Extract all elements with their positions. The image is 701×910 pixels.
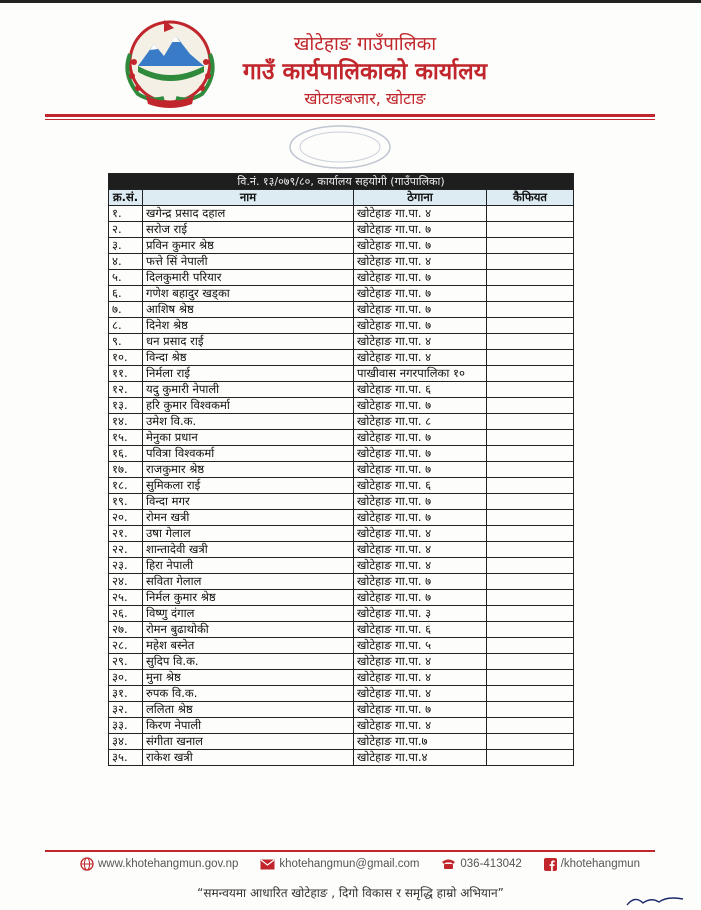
cell-address: खोटेहाङ गा.पा. ४ [354,350,487,366]
cell-serial: २३. [109,558,143,574]
table-row [109,318,574,334]
cell-remarks [487,206,574,222]
cell-address: खोटेहाङ गा.पा. ७ [354,302,487,318]
cell-remarks [487,526,574,542]
cell-address: खोटेहाङ गा.पा. ७ [354,446,487,462]
mail-icon [260,859,275,870]
cell-serial: २. [109,222,143,238]
cell-address: पाखीवास नगरपालिका १० [354,366,487,382]
cell-remarks [487,622,574,638]
cell-name: दिलकुमारी परियार [143,270,354,286]
contact-footer [80,857,640,871]
cell-serial: २९. [109,654,143,670]
globe-icon [80,857,94,871]
cell-remarks [487,494,574,510]
cell-address: खोटेहाङ गा.पा. ६ [354,478,487,494]
facebook-icon [544,858,557,871]
table-row [109,206,574,222]
cell-remarks [487,750,574,766]
municipality-name: खोटेहाङ गाउँपालिका [293,33,437,55]
table-row [109,430,574,446]
cell-address: खोटेहाङ गा.पा. ७ [354,318,487,334]
cell-address: खोटेहाङ गा.पा. ४ [354,558,487,574]
cell-address: खोटेहाङ गा.पा. ७ [354,494,487,510]
cell-name: फत्ते सिं नेपाली [143,254,354,270]
cell-remarks [487,318,574,334]
cell-remarks [487,350,574,366]
phone-link[interactable] [441,857,521,871]
office-stamp [285,123,395,171]
cell-address: खोटेहाङ गा.पा. ५ [354,638,487,654]
cell-address: खोटेहाङ गा.पा. ४ [354,686,487,702]
table-row [109,398,574,414]
cell-remarks [487,382,574,398]
table-title: वि.नं. १३/०७९/८०, कार्यालय सहयोगी (गाउँपालिका) [109,174,574,190]
cell-name: सुमिकला राई [143,478,354,494]
cell-name: रोमन खत्री [143,510,354,526]
cell-serial: १८. [109,478,143,494]
cell-serial: ३२. [109,702,143,718]
cell-address: खोटेहाङ गा.पा. ४ [354,542,487,558]
cell-name: सरोज राई [143,222,354,238]
cell-remarks [487,446,574,462]
cell-remarks [487,398,574,414]
website-text: www.khotehangmun.gov.np [98,858,239,870]
cell-remarks [487,302,574,318]
cell-address: खोटेहाङ गा.पा. ६ [354,382,487,398]
cell-remarks [487,270,574,286]
table-row [109,510,574,526]
top-border [0,0,701,3]
cell-remarks [487,254,574,270]
facebook-text: /khotehangmun [560,858,640,870]
cell-name: निर्मल कुमार श्रेष्ठ [143,590,354,606]
cell-name: निर्मला राई [143,366,354,382]
cell-serial: ११. [109,366,143,382]
cell-remarks [487,414,574,430]
cell-serial: १३. [109,398,143,414]
cell-serial: २४. [109,574,143,590]
cell-remarks [487,430,574,446]
table-row [109,558,574,574]
cell-address: खोटेहाङ गा.पा. ७ [354,270,487,286]
facebook-link[interactable] [544,857,640,871]
cell-address: खोटेहाङ गा.पा.७ [354,734,487,750]
cell-serial: १०. [109,350,143,366]
cell-address: खोटेहाङ गा.पा. ८ [354,414,487,430]
cell-serial: ३३. [109,718,143,734]
cell-serial: १७. [109,462,143,478]
cell-address: खोटेहाङ गा.पा. ७ [354,286,487,302]
table-row [109,270,574,286]
cell-remarks [487,718,574,734]
cell-name: मुना श्रेष्ठ [143,670,354,686]
cell-address: खोटेहाङ गा.पा. ४ [354,654,487,670]
website-link[interactable] [80,857,238,871]
cell-name: संगीता खनाल [143,734,354,750]
cell-remarks [487,686,574,702]
cell-serial: ७. [109,302,143,318]
signature [625,893,685,907]
table-row [109,702,574,718]
cell-remarks [487,366,574,382]
table-row [109,606,574,622]
cell-serial: ३. [109,238,143,254]
cell-serial: ५. [109,270,143,286]
cell-name: धन प्रसाद राई [143,334,354,350]
cell-address: खोटेहाङ गा.पा. ७ [354,702,487,718]
table-row [109,750,574,766]
cell-name: गणेश बहादुर खड्का [143,286,354,302]
table-row [109,574,574,590]
cell-remarks [487,574,574,590]
header-remarks: कैफियत [487,190,574,206]
table-row [109,622,574,638]
cell-name: यदु कुमारी नेपाली [143,382,354,398]
phone-icon [441,858,456,870]
cell-remarks [487,702,574,718]
cell-address: खोटेहाङ गा.पा. ७ [354,430,487,446]
table-row [109,686,574,702]
office-title: गाउँ कार्यपालिकाको कार्यालय [242,59,488,85]
email-link[interactable] [260,857,419,871]
cell-remarks [487,734,574,750]
cell-name: उषा गेलाल [143,526,354,542]
table-row [109,718,574,734]
cell-address: खोटेहाङ गा.पा. ७ [354,590,487,606]
footer-divider [45,850,655,852]
cell-serial: १६. [109,446,143,462]
cell-address: खोटेहाङ गा.पा.४ [354,750,487,766]
cell-name: किरण नेपाली [143,718,354,734]
cell-serial: २२. [109,542,143,558]
office-address: खोटाङबजार, खोटाङ [304,89,426,108]
cell-remarks [487,654,574,670]
table-row [109,590,574,606]
cell-serial: १४. [109,414,143,430]
cell-name: विन्दा मगर [143,494,354,510]
cell-remarks [487,286,574,302]
cell-remarks [487,238,574,254]
cell-serial: ३१. [109,686,143,702]
table-row [109,526,574,542]
header-divider-thin [45,119,655,120]
cell-name: विष्णु दंगाल [143,606,354,622]
table-header-row [109,190,574,206]
cell-name: आशिष श्रेष्ठ [143,302,354,318]
cell-address: खोटेहाङ गा.पा. ४ [354,718,487,734]
cell-name: राकेश खत्री [143,750,354,766]
cell-name: राजकुमार श्रेष्ठ [143,462,354,478]
header-address: ठेगाना [354,190,487,206]
cell-serial: २७. [109,622,143,638]
cell-name: रोमन बुढाथोकी [143,622,354,638]
cell-serial: ४. [109,254,143,270]
table-row [109,366,574,382]
cell-name: हरि कुमार विश्वकर्मा [143,398,354,414]
table-row [109,638,574,654]
cell-name: खगेन्द्र प्रसाद दहाल [143,206,354,222]
cell-serial: ८. [109,318,143,334]
cell-serial: ६. [109,286,143,302]
table-row [109,734,574,750]
cell-remarks [487,334,574,350]
cell-address: खोटेहाङ गा.पा. ४ [354,334,487,350]
table-row [109,382,574,398]
cell-remarks [487,606,574,622]
cell-serial: ९. [109,334,143,350]
cell-name: दिनेश श्रेष्ठ [143,318,354,334]
candidate-table [108,173,574,766]
table-row [109,254,574,270]
phone-text: 036-413042 [460,858,522,870]
cell-serial: २८. [109,638,143,654]
cell-address: खोटेहाङ गा.पा. ७ [354,510,487,526]
cell-name: मेनुका प्रधान [143,430,354,446]
table-row [109,670,574,686]
cell-address: खोटेहाङ गा.पा. ७ [354,222,487,238]
cell-address: खोटेहाङ गा.पा. ७ [354,398,487,414]
cell-address: खोटेहाङ गा.पा. ४ [354,670,487,686]
cell-name: विन्दा श्रेष्ठ [143,350,354,366]
table-row [109,462,574,478]
cell-address: खोटेहाङ गा.पा. ४ [354,526,487,542]
slogan: “समन्वयमा आधारित खोटेहाङ , दिगो विकास र समृद्धि हाम्रो अभियान” [197,886,504,900]
table-row [109,414,574,430]
cell-name: महेश बस्नेत [143,638,354,654]
cell-name: पवित्रा विश्वकर्मा [143,446,354,462]
header-serial: क्र.सं. [109,190,143,206]
table-row [109,222,574,238]
email-text: khotehangmun@gmail.com [279,858,420,870]
cell-address: खोटेहाङ गा.पा. ३ [354,606,487,622]
cell-remarks [487,510,574,526]
cell-name: ललिता श्रेष्ठ [143,702,354,718]
cell-address: खोटेहाङ गा.पा. ७ [354,462,487,478]
table-row [109,654,574,670]
header-divider [45,114,655,117]
cell-serial: १२. [109,382,143,398]
cell-serial: १. [109,206,143,222]
cell-address: खोटेहाङ गा.पा. ६ [354,622,487,638]
cell-address: खोटेहाङ गा.पा. ४ [354,206,487,222]
cell-name: हिरा नेपाली [143,558,354,574]
cell-remarks [487,590,574,606]
cell-remarks [487,542,574,558]
table-row [109,446,574,462]
cell-name: उमेश वि.क. [143,414,354,430]
cell-name: प्रविन कुमार श्रेष्ठ [143,238,354,254]
table-row [109,286,574,302]
cell-address: खोटेहाङ गा.पा. ७ [354,574,487,590]
cell-name: रुपक वि.क. [143,686,354,702]
cell-name: सुदिप वि.क. [143,654,354,670]
cell-serial: ३५. [109,750,143,766]
cell-remarks [487,638,574,654]
cell-address: खोटेहाङ गा.पा. ७ [354,238,487,254]
table-row [109,350,574,366]
cell-address: खोटेहाङ गा.पा. ४ [354,254,487,270]
header-name: नाम [143,190,354,206]
cell-serial: २६. [109,606,143,622]
table-row [109,238,574,254]
cell-serial: ३४. [109,734,143,750]
cell-name: सविता गेलाल [143,574,354,590]
cell-serial: २०. [109,510,143,526]
table-row [109,542,574,558]
table-row [109,334,574,350]
table-row [109,478,574,494]
cell-name: शान्तादेवी खत्री [143,542,354,558]
table-row [109,494,574,510]
cell-remarks [487,462,574,478]
cell-remarks [487,670,574,686]
cell-remarks [487,222,574,238]
cell-remarks [487,478,574,494]
cell-serial: ३०. [109,670,143,686]
cell-serial: १९. [109,494,143,510]
table-row [109,302,574,318]
cell-serial: १५. [109,430,143,446]
cell-remarks [487,558,574,574]
cell-serial: २१. [109,526,143,542]
cell-serial: २५. [109,590,143,606]
